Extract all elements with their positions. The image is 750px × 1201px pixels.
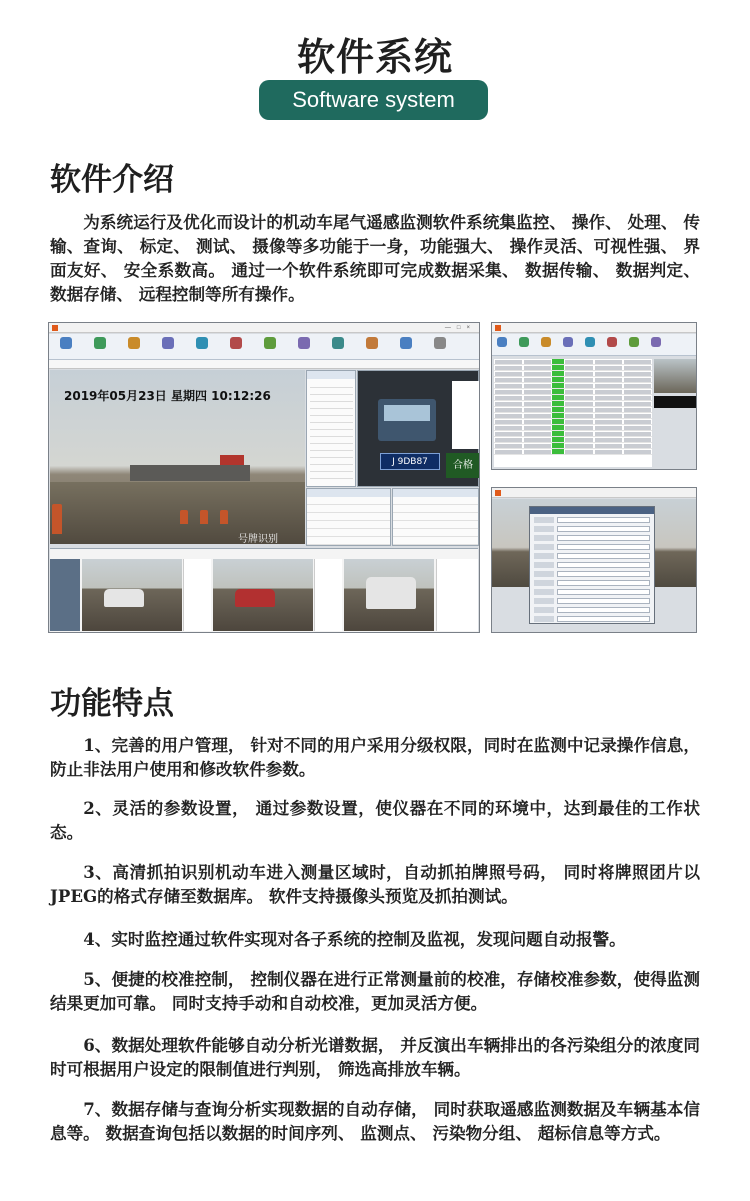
toolbar — [49, 334, 479, 360]
toolbar-button — [49, 334, 83, 360]
video-label: 号牌识别 — [238, 534, 278, 544]
capture-thumbnail — [654, 359, 696, 393]
history-values — [183, 559, 211, 631]
toolbar-button — [287, 334, 321, 360]
weather-values — [307, 379, 355, 479]
intro-heading: 软件介绍 — [50, 162, 174, 198]
toolbar-button — [151, 334, 185, 360]
panel-header — [307, 371, 355, 379]
toolbar-button — [117, 334, 151, 360]
capture-panel — [357, 370, 479, 487]
feature-item: 4、实时监控通过软件实现对各子系统的控制及监视，发现问题自动报警。 — [83, 929, 626, 949]
video-timestamp: 2019年05月23日 星期四 10:12:26 — [64, 389, 271, 403]
toolbar-button — [389, 334, 423, 360]
video-billboard — [220, 455, 244, 465]
traffic-cone — [200, 510, 208, 524]
result-badge: 合格 — [446, 453, 480, 478]
device-status-panel — [306, 488, 391, 546]
features-heading: 功能特点 — [50, 686, 174, 722]
software-screenshot-table — [491, 322, 697, 470]
history-strip — [50, 548, 478, 632]
history-values — [436, 559, 478, 631]
window-titlebar — [49, 323, 479, 333]
toolbar-button — [514, 334, 536, 360]
panel-header — [393, 489, 478, 497]
toolbar-button — [219, 334, 253, 360]
history-thumbnail — [82, 559, 182, 631]
feature-item: 1、完善的用户管理， 针对不同的用户采用分级权限，同时在监测中记录操作信息， 防止非法用户使用和修改软件参数。 — [50, 735, 700, 779]
truck-cab — [384, 405, 430, 421]
tab-strip — [49, 360, 479, 369]
toolbar-button — [355, 334, 389, 360]
toolbar-button — [558, 334, 580, 360]
intro-paragraph: 为系统运行及优化而设计的机动车尾气遥感监测软件系统集监控、 操作、 处理、 传输、查询、 标定、 测试、 摄像等多功能于一身，功能强大、 操作灵活、可视性强、 界面友好、 安全系数高。 通过一个软件系统即可完成数据采集、 数据传输、 数据判定、 数据存储、 远程控制等所有操作。 — [50, 212, 700, 304]
toolbar-button — [536, 334, 558, 360]
page-title: 软件系统 — [296, 34, 453, 79]
gas-data-panel — [392, 488, 479, 546]
led-display — [654, 396, 696, 408]
toolbar-button — [492, 334, 514, 360]
records-table — [494, 359, 652, 467]
traffic-cone — [180, 510, 188, 524]
toolbar-button — [185, 334, 219, 360]
panel-header — [307, 489, 390, 497]
window-titlebar — [492, 323, 696, 333]
traffic-cone — [220, 510, 228, 524]
toolbar-button — [253, 334, 287, 360]
capture-side-values — [452, 381, 480, 449]
toolbar-button — [321, 334, 355, 360]
history-values — [314, 559, 342, 631]
subtitle-pill: Software system — [259, 80, 488, 120]
feature-item: 6、数据处理软件能够自动分析光谱数据， 并反演出车辆排出的各污染组分的浓度同时可根据用户设定的限制值进行判别， 筛选高排放车辆。 — [50, 1035, 700, 1079]
window-titlebar — [492, 488, 696, 498]
toolbar-button — [423, 334, 457, 360]
history-side-menu — [50, 559, 80, 631]
software-screenshot-main — [48, 322, 480, 633]
toolbar-button — [602, 334, 624, 360]
toolbar-button — [646, 334, 668, 360]
weather-panel — [306, 370, 356, 487]
toolbar-button — [83, 334, 117, 360]
feature-item: 3、高清抓拍识别机动车进入测量区域时，自动抓拍牌照号码， 同时将牌照团片以JPEG的格式存储至数据库。 软件支持摄像头预览及抓拍测试。 — [50, 862, 700, 906]
dialog-titlebar — [530, 507, 654, 514]
app-icon — [52, 325, 58, 331]
live-video-view — [50, 370, 305, 544]
feature-item: 7、数据存储与查询分析实现数据的自动存储， 同时获取遥感监测数据及车辆基本信息等。 数据查询包括以数据的时间序列、 监测点、 污染物分组、 超标信息等方式。 — [50, 1099, 700, 1143]
video-buildings — [130, 465, 250, 481]
history-thumbnail — [344, 559, 434, 631]
license-plate: J 9DB87 — [380, 453, 440, 470]
traffic-cone — [52, 504, 62, 534]
window-controls: —□× — [444, 325, 476, 331]
settings-dialog — [529, 506, 655, 624]
history-thumbnail — [213, 559, 313, 631]
toolbar-button — [624, 334, 646, 360]
toolbar-button — [580, 334, 602, 360]
feature-item: 5、便捷的校准控制， 控制仪器在进行正常测量前的校准，存储校准参数，使得监测结果更加可靠。 同时支持手动和自动校准，更加灵活方便。 — [50, 969, 700, 1013]
software-screenshot-dialog — [491, 487, 697, 633]
toolbar — [492, 334, 696, 356]
feature-item: 2、灵活的参数设置， 通过参数设置，使仪器在不同的环境中，达到最佳的工作状态。 — [50, 798, 700, 842]
